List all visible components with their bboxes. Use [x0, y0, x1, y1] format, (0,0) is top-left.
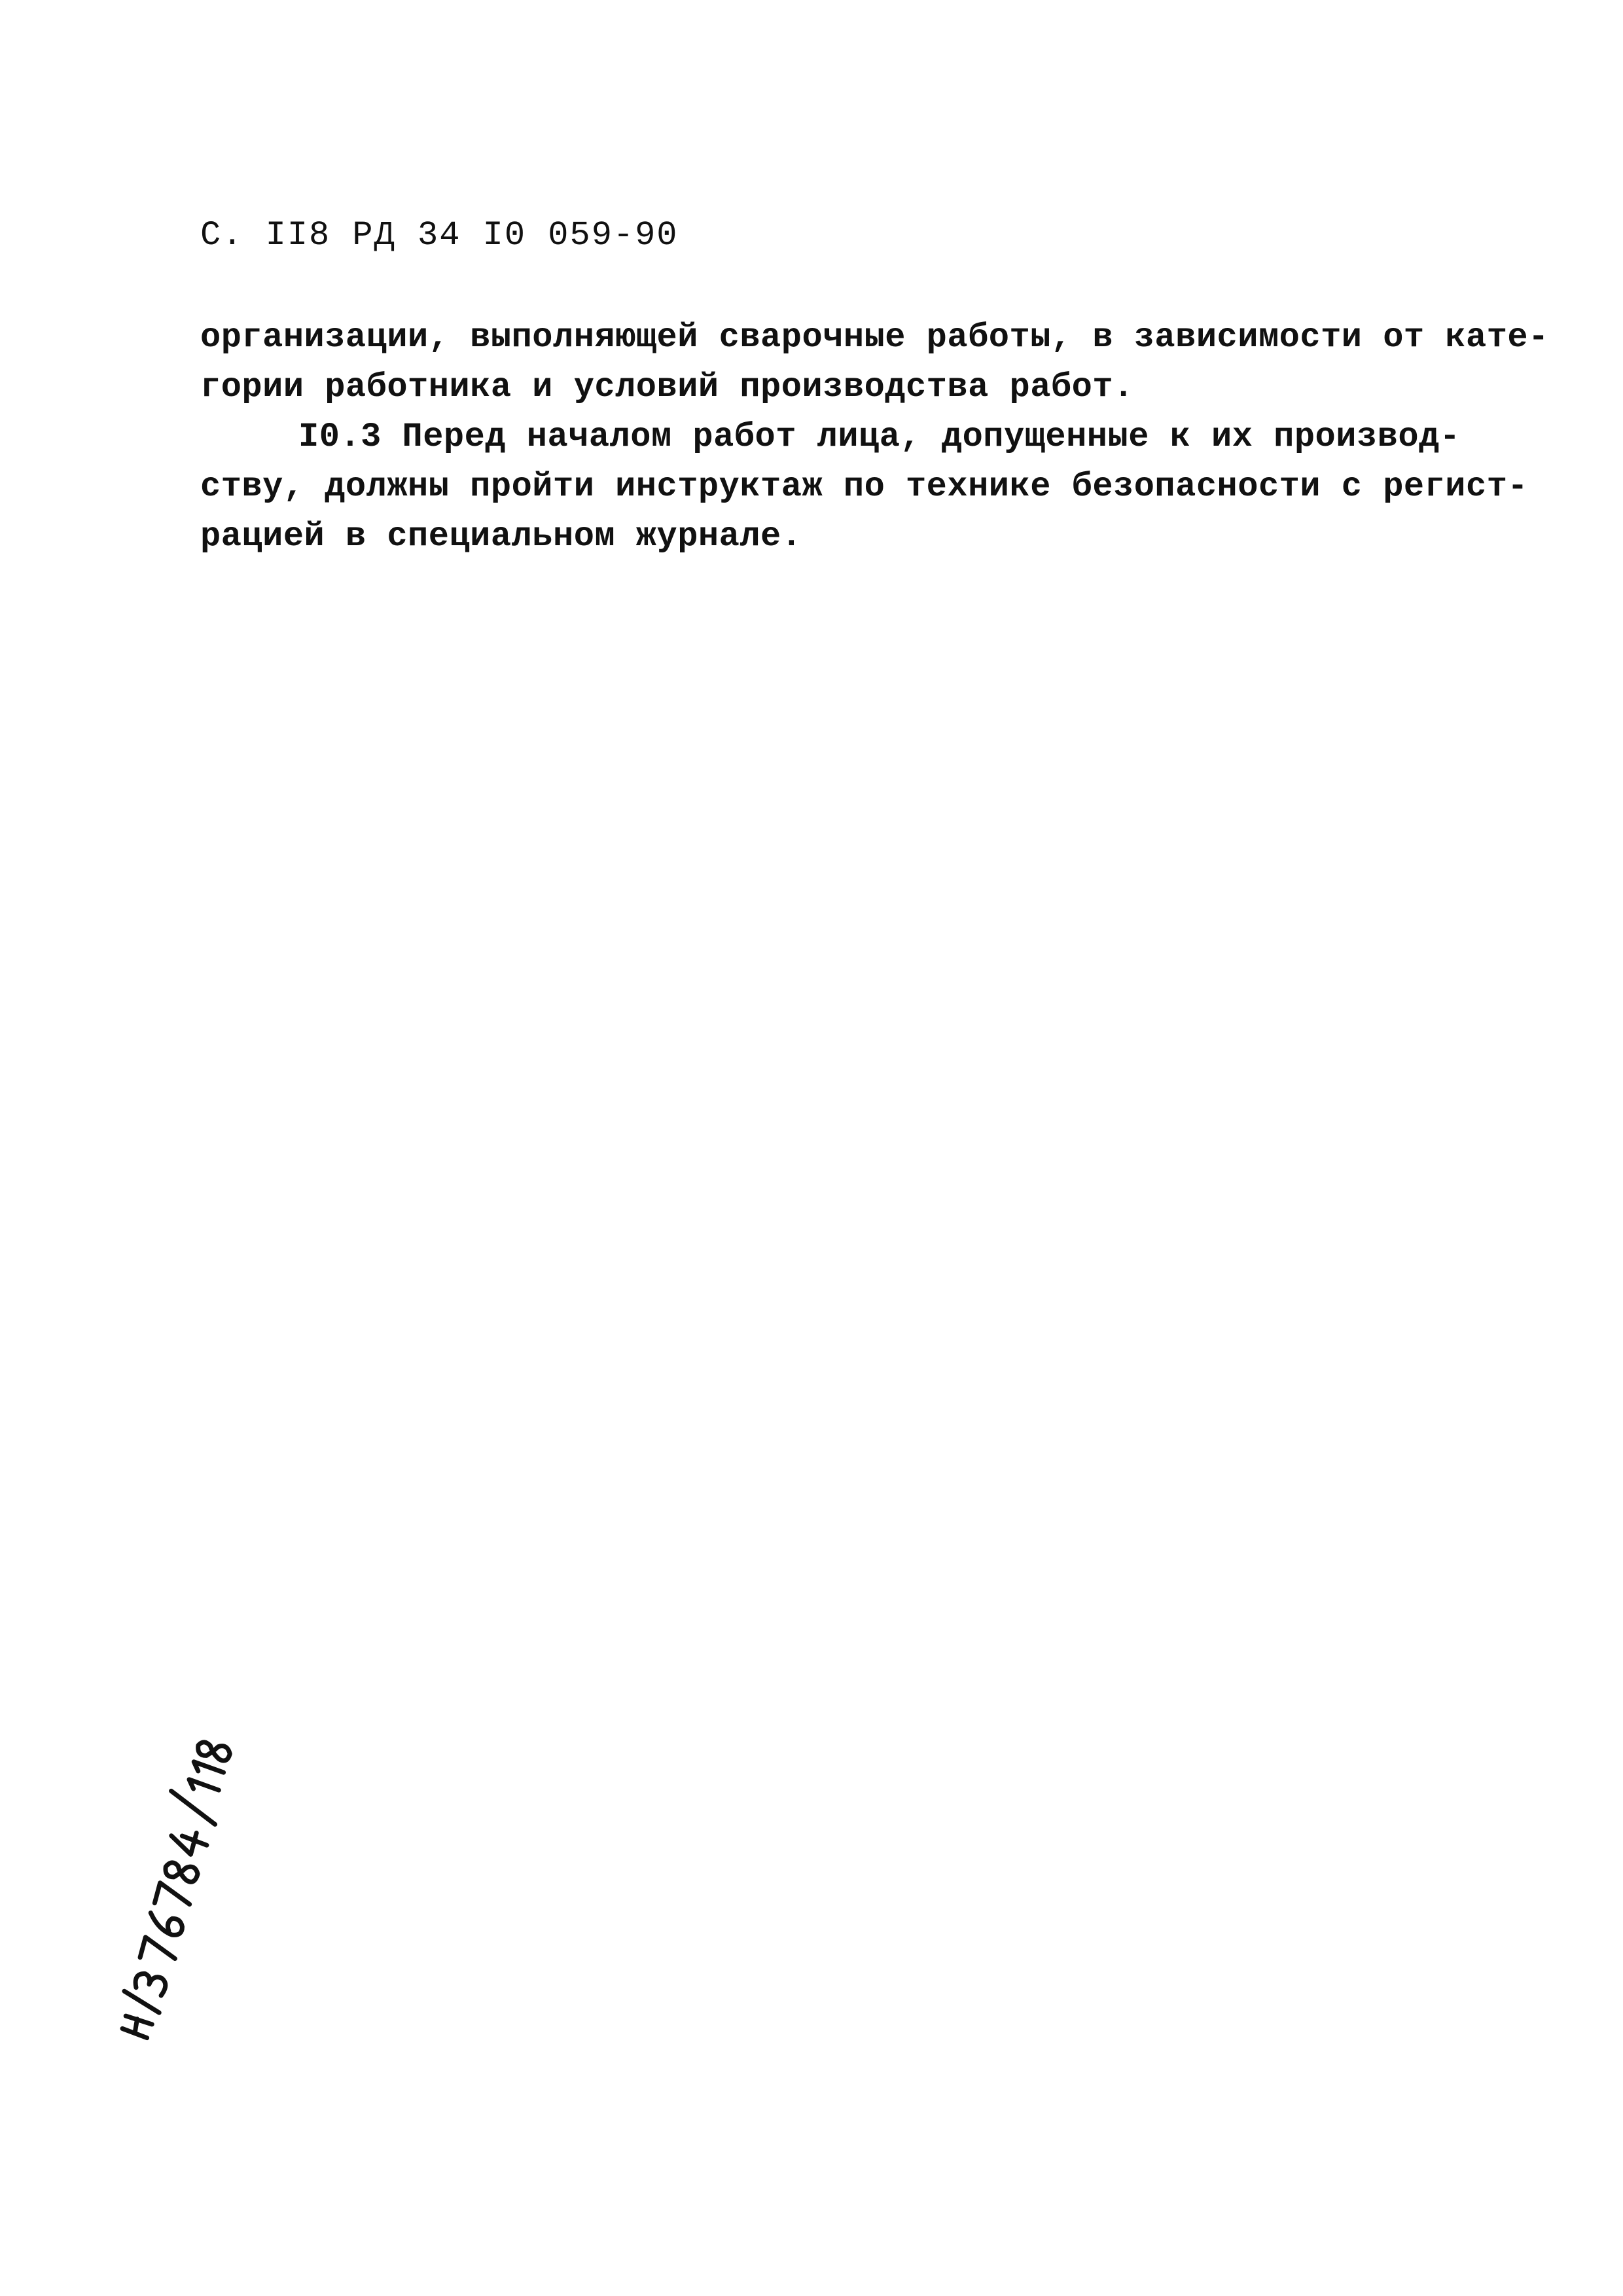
- body-text: [200, 313, 1549, 562]
- handwritten-margin-note: [95, 1727, 245, 2049]
- text-line: рацией в специальном журнале.: [200, 517, 802, 556]
- text-line: организации, выполняющей сварочные работы, в зависимости от кате-: [200, 318, 1549, 357]
- page-header: С. II8 РД 34 I0 059-90: [200, 216, 679, 255]
- paragraph-start-line: I0.3 Перед началом работ лица, допущенные к их производ-: [298, 418, 1461, 456]
- text-line: ству, должны пройти инструктаж по технике безопасности с регист-: [200, 467, 1529, 506]
- text-line: гории работника и условий производства работ.: [200, 368, 1134, 406]
